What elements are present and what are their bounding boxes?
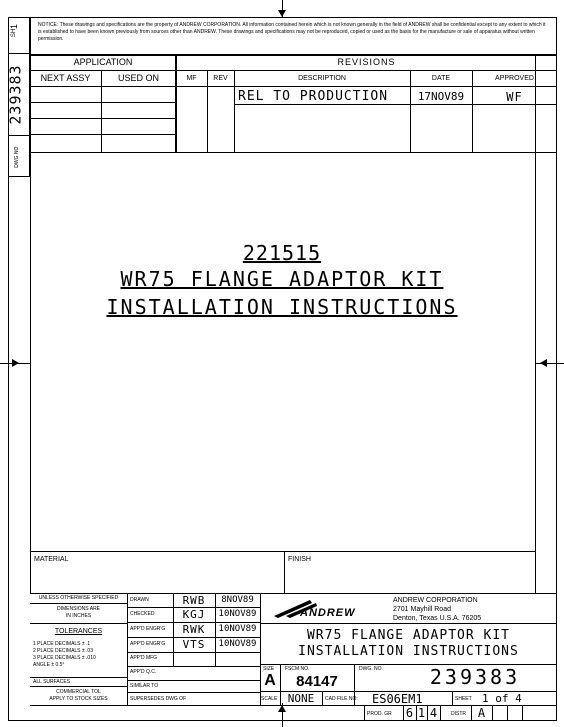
company-address2: Denton, Texas U.S.A. 76205 bbox=[393, 615, 482, 622]
company-name: ANDREW CORPORATION bbox=[393, 597, 478, 604]
title-line1: WR75 FLANGE ADAPTOR KIT bbox=[306, 628, 510, 643]
drawn-name: RWB bbox=[182, 594, 206, 607]
main-title-line1: WR75 FLANGE ADAPTOR KIT bbox=[120, 267, 444, 291]
appd-engrg-label-1: APP'D ENGR'G bbox=[130, 626, 166, 632]
prod-gr-digit-2: 1 bbox=[417, 706, 426, 720]
top-arrow-icon bbox=[278, 10, 286, 17]
cad-file-value: ES06EM1 bbox=[372, 692, 423, 706]
appd-engrg-name-1: RWK bbox=[182, 623, 206, 636]
bottom-arrow-icon bbox=[278, 705, 286, 712]
rev-date: 17NOV89 bbox=[417, 90, 465, 103]
fscm-value: 84147 bbox=[296, 673, 338, 690]
main-part-number: 221515 bbox=[242, 241, 322, 265]
tol-3-place: 3 PLACE DECIMALS ± .010 bbox=[33, 655, 96, 661]
col-description: DESCRIPTION bbox=[298, 75, 346, 82]
scale-value: NONE bbox=[287, 692, 315, 705]
cad-file-label: CAD FILE NO: bbox=[325, 696, 358, 702]
main-title-line2: INSTALLATION INSTRUCTIONS bbox=[106, 295, 458, 319]
distr-label: DISTR bbox=[451, 711, 466, 717]
rev-approved: WF bbox=[506, 90, 523, 104]
col-next-assy: NEXT ASSY bbox=[40, 73, 91, 83]
company-address1: 2701 Mayhill Road bbox=[393, 606, 451, 613]
revisions-title: REVISIONS bbox=[337, 57, 396, 67]
sheet-label: SH bbox=[11, 28, 18, 38]
left-arrow-icon bbox=[12, 359, 19, 367]
tol-angle: ANGLE ± 0.5° bbox=[33, 662, 65, 668]
col-rev: REV bbox=[213, 75, 228, 82]
dwg-no-value: 239383 bbox=[429, 665, 521, 689]
dwg-no-label: DWG. NO. bbox=[359, 666, 383, 672]
tolerances-title: TOLERANCES bbox=[54, 628, 103, 635]
notice-text: NOTICE: These drawings and specifications are the property of ANDREW CORPORATION. All information contained herein which is not known generally in the field of ANDREW shall be confidential except to any extent to which it is established to have been known previously from sources other than ANDREW. These drawings and specifications may not be reproduced, copied or used as the basis for the manufacture or sale of apparatus without written permission. bbox=[38, 22, 546, 42]
rev-description: REL TO PRODUCTION bbox=[238, 89, 389, 104]
unless-specified: UNLESS OTHERWISE SPECIFIED bbox=[38, 595, 119, 601]
sheet-number: 1 bbox=[9, 23, 20, 30]
drawn-label: DRAWN bbox=[130, 597, 149, 603]
dimensions-line2: IN INCHES bbox=[65, 613, 92, 619]
commercial-tol: COMMERCIAL TOL bbox=[56, 689, 101, 695]
sheet-value: 1 of 4 bbox=[482, 692, 522, 705]
checked-date: 10NOV89 bbox=[218, 609, 257, 619]
tab-dwg-no-label: DWG NO. bbox=[13, 145, 20, 168]
tol-1-place: 1 PLACE DECIMALS ± .1 bbox=[33, 641, 91, 647]
col-used-on: USED ON bbox=[117, 73, 159, 83]
col-approved: APPROVED bbox=[495, 75, 534, 82]
appd-engrg-date-1: 10NOV89 bbox=[218, 624, 257, 634]
scale-label: SCALE bbox=[261, 696, 278, 702]
sheet-label-bottom: SHEET bbox=[455, 696, 472, 702]
appd-mfg-label: APP'D MFG bbox=[130, 655, 158, 661]
all-surfaces: ALL SURFACES bbox=[33, 679, 71, 685]
dimensions-line1: DIMENSIONS ARE bbox=[56, 606, 101, 612]
prod-gr-digit-3: 4 bbox=[429, 706, 438, 720]
tab-doc-number: 239383 bbox=[6, 64, 25, 125]
appd-engrg-name-2: VTS bbox=[182, 638, 206, 651]
checked-name: KGJ bbox=[182, 608, 206, 621]
supersedes-label: SUPERSEDES DWG OF bbox=[130, 696, 187, 702]
title-line2: INSTALLATION INSTRUCTIONS bbox=[298, 644, 519, 659]
prod-gr-digit-1: 6 bbox=[405, 706, 414, 720]
application-title: APPLICATION bbox=[73, 57, 133, 67]
prod-gr-label: PROD. GR bbox=[367, 711, 392, 717]
tol-2-place: 2 PLACE DECIMALS ± .03 bbox=[33, 648, 93, 654]
right-arrow-icon bbox=[540, 359, 547, 367]
fscm-label: FSCM NO. bbox=[285, 666, 310, 672]
appd-qc-label: APP'D Q.C. bbox=[130, 669, 157, 675]
checked-label: CHECKED bbox=[130, 611, 155, 617]
stock-sizes: APPLY TO STOCK SIZES bbox=[49, 696, 108, 702]
similar-to-label: SIMILAR TO bbox=[130, 683, 159, 689]
col-mf: MF bbox=[186, 75, 197, 82]
drawn-date: 8NOV89 bbox=[221, 595, 254, 605]
appd-engrg-date-2: 10NOV89 bbox=[218, 639, 257, 649]
distr-value: A bbox=[477, 706, 486, 720]
size-value: A bbox=[264, 672, 276, 689]
finish-label: FINISH bbox=[288, 556, 311, 563]
material-label: MATERIAL bbox=[34, 556, 69, 563]
col-date: DATE bbox=[431, 75, 451, 82]
logo-text: ANDREW bbox=[300, 607, 356, 619]
size-label: SIZE bbox=[263, 666, 275, 672]
appd-engrg-label-2: APP'D ENGR'G bbox=[130, 641, 166, 647]
